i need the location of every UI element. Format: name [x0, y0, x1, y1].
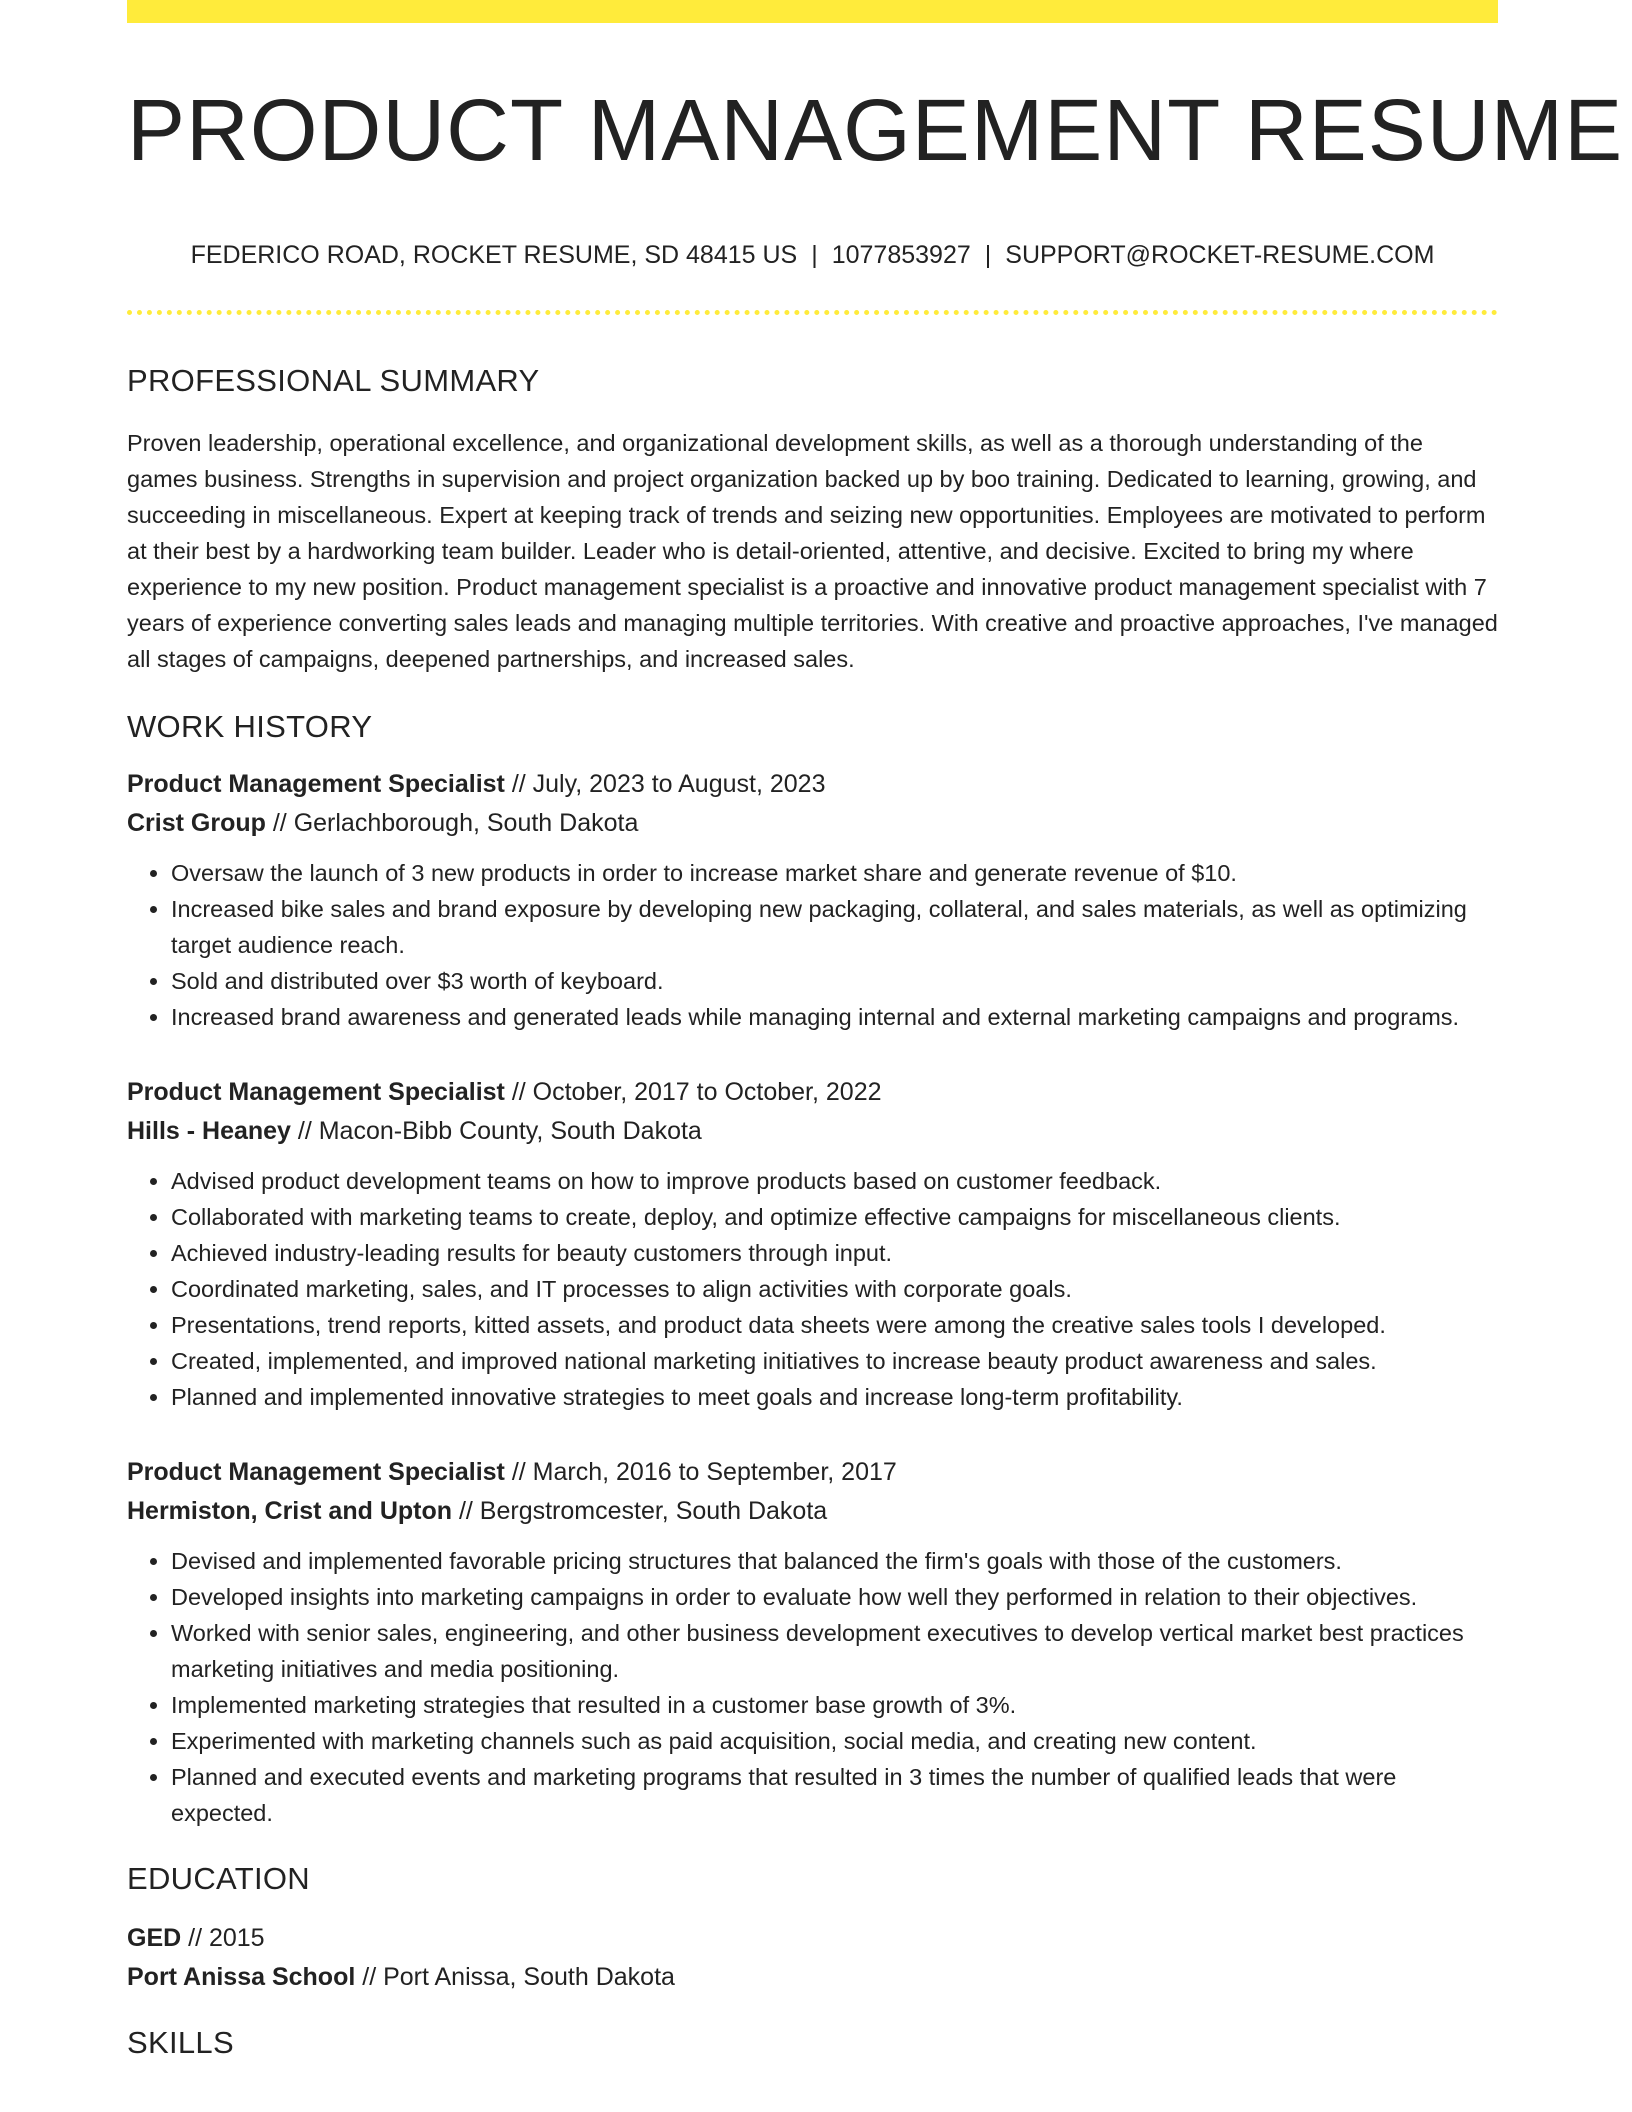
- job-bullet: • Increased bike sales and brand exposure by developing new packaging, collateral, and sales materials, as well as optimizing target audience reach.: [171, 891, 1498, 963]
- job-bullet: • Created, implemented, and improved national marketing initiatives to increase beauty product awareness and sales.: [171, 1343, 1498, 1379]
- job-bullet: • Advised product development teams on how to improve products based on customer feedback.: [171, 1163, 1498, 1199]
- job-company: Hermiston, Crist and Upton: [127, 1496, 453, 1525]
- job-location: // Gerlachborough, South Dakota: [265, 808, 639, 837]
- skills-heading: SKILLS: [127, 2024, 234, 2060]
- job-bullet: • Planned and executed events and marketing programs that resulted in 3 times the number of qualified leads that were expected.: [171, 1759, 1498, 1831]
- job-role-line: [127, 1073, 1498, 1112]
- job-dates: // October, 2017 to October, 2022: [504, 1077, 882, 1106]
- education-degree: GED: [127, 1923, 182, 1952]
- job-bullet: • Experimented with marketing channels such as paid acquisition, social media, and creating new content.: [171, 1723, 1498, 1759]
- contact-line: [127, 241, 1498, 270]
- summary-heading: PROFESSIONAL SUMMARY: [127, 362, 540, 398]
- job-dates: // March, 2016 to September, 2017: [504, 1457, 897, 1486]
- job-role-line: [127, 1453, 1498, 1492]
- education-location: // Port Anissa, South Dakota: [355, 1962, 675, 1991]
- dotted-divider: [127, 310, 1498, 315]
- contact-separator: |: [811, 240, 818, 269]
- job-bullet: • Sold and distributed over $3 worth of keyboard.: [171, 963, 1498, 999]
- resume-page: [127, 0, 1624, 2061]
- job-role: Product Management Specialist: [127, 1457, 505, 1486]
- contact-email: SUPPORT@ROCKET-RESUME.COM: [1005, 240, 1435, 269]
- job-bullet: • Developed insights into marketing campaigns in order to evaluate how well they performed in relation to their objectives.: [171, 1579, 1498, 1615]
- resume-title: PRODUCT MANAGEMENT RESUME: [127, 82, 1624, 179]
- job-bullet: • Presentations, trend reports, kitted assets, and product data sheets were among the creative sales tools I developed.: [171, 1307, 1498, 1343]
- contact-address: FEDERICO ROAD, ROCKET RESUME, SD 48415 US: [190, 240, 798, 269]
- job-role-line: [127, 765, 1498, 804]
- work-history-heading: WORK HISTORY: [127, 708, 373, 744]
- job-company-line: [127, 1112, 1498, 1151]
- job-company: Hills - Heaney: [127, 1116, 291, 1145]
- job-company-line: [127, 1492, 1498, 1531]
- job-entry: [127, 1073, 1498, 1415]
- job-bullet: • Oversaw the launch of 3 new products in order to increase market share and generate revenue of $10.: [171, 855, 1498, 891]
- education-heading: EDUCATION: [127, 1860, 310, 1896]
- job-bullet: • Implemented marketing strategies that resulted in a customer base growth of 3%.: [171, 1687, 1498, 1723]
- job-role: Product Management Specialist: [127, 1077, 505, 1106]
- education-school-line: [127, 1958, 1498, 1997]
- contact-phone: 1077853927: [831, 240, 971, 269]
- summary-text: Proven leadership, operational excellence, and organizational development skills, as well as a thorough understanding of the games business. Strengths in supervision and project organization backed up by boo training. Dedicated to learning, growing, and succeeding in miscellaneous. Expert at keeping track of trends and seizing new opportunities. Employees are motivated to perform at their best by a hardworking team builder. Leader who is detail-oriented, attentive, and decisive. Excited to bring my where experience to my new position. Product management specialist is a proactive and innovative product management specialist with 7 years of experience converting sales leads and managing multiple territories. With creative and proactive approaches, I've managed all stages of campaigns, deepened partnerships, and increased sales.: [127, 429, 1498, 672]
- job-bullets: [127, 855, 1498, 1035]
- job-company-line: [127, 804, 1498, 843]
- job-location: // Bergstromcester, South Dakota: [452, 1496, 828, 1525]
- job-entry: [127, 1453, 1498, 1831]
- job-role: Product Management Specialist: [127, 769, 505, 798]
- job-bullet: • Collaborated with marketing teams to create, deploy, and optimize effective campaigns for miscellaneous clients.: [171, 1199, 1498, 1235]
- job-location: // Macon-Bibb County, South Dakota: [290, 1116, 702, 1145]
- education-school: Port Anissa School: [127, 1962, 356, 1991]
- job-bullet: • Devised and implemented favorable pricing structures that balanced the firm's goals with those of the customers.: [171, 1543, 1498, 1579]
- job-bullet: • Worked with senior sales, engineering, and other business development executives to develop vertical market best practices marketing initiatives and media positioning.: [171, 1615, 1498, 1687]
- job-bullet: • Increased brand awareness and generated leads while managing internal and external marketing campaigns and programs.: [171, 999, 1498, 1035]
- education-year: // 2015: [181, 1923, 265, 1952]
- job-entry: [127, 765, 1498, 1035]
- contact-separator: |: [984, 240, 992, 269]
- education-degree-line: [127, 1919, 1498, 1958]
- education-entry: [127, 1919, 1498, 1997]
- job-company: Crist Group: [127, 808, 266, 837]
- job-bullets: [127, 1163, 1498, 1415]
- job-bullet: • Coordinated marketing, sales, and IT processes to align activities with corporate goals.: [171, 1271, 1498, 1307]
- top-accent-bar: [127, 0, 1498, 23]
- job-bullets: [127, 1543, 1498, 1831]
- job-bullet: • Achieved industry-leading results for beauty customers through input.: [171, 1235, 1498, 1271]
- job-dates: // July, 2023 to August, 2023: [504, 769, 826, 798]
- job-bullet: • Planned and implemented innovative strategies to meet goals and increase long-term profitability.: [171, 1379, 1498, 1415]
